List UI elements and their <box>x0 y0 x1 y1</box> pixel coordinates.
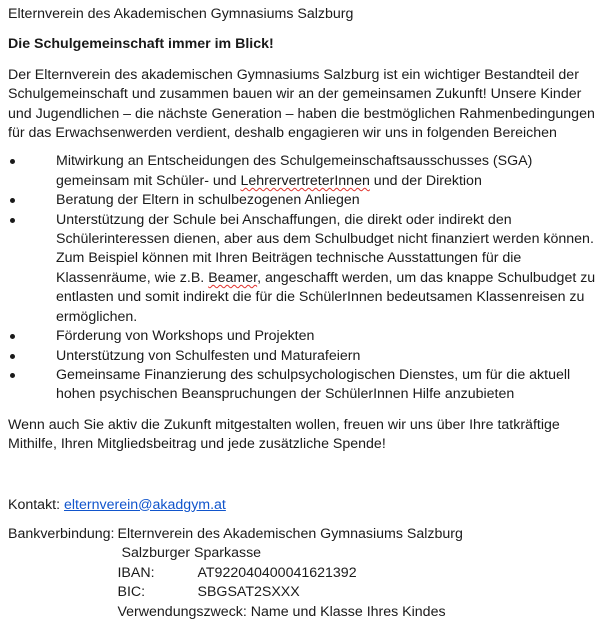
iban-label: IBAN: <box>117 564 155 581</box>
intro-paragraph: Der Elternverein des akademischen Gymnasiums Salzburg ist ein wichtiger Bestandteil der Schulgemeinschaft und zusammen bauen wir an der gemeinsamen Zukunft! Unsere Kinder und Jugendlichen – die nächste Generation – haben die bestmöglichen Rahmenbedingungen für das Erwachsenwerden verdient, deshalb engagieren wir uns in folgenden Bereichen <box>8 66 595 142</box>
spellcheck-word: LehrervertreterInnen <box>240 172 370 189</box>
bank-details-body <box>117 525 462 622</box>
organization-name: Elternverein des Akademischen Gymnasiums Salzburg <box>8 6 354 22</box>
purpose-row <box>117 603 462 622</box>
contact-label: Kontakt: <box>8 496 64 513</box>
engagement-list <box>8 152 608 404</box>
list-item-text: Unterstützung der Schule bei Anschaffungen, die direkt oder indirekt den Schülerinteressen dienen, aber aus dem Schulbudget nicht finanziert werden können. Zum Beispiel können mit Ihren Beiträgen technische Ausstattungen für die Klassenräume, wie z.B. <box>56 211 594 286</box>
bic-row <box>117 583 462 602</box>
bic-label: BIC: <box>117 584 146 601</box>
list-item <box>56 152 608 191</box>
bank-label: Bankverbindung: <box>8 525 115 542</box>
list-item-text: , angeschafft werden, um das knappe Schulbudget zu entlasten und somit indirekt die für die SchülerInnen bedeutsamen Klassenreisen zu ermöglichen. <box>56 269 596 325</box>
account-holder: Elternverein des Akademischen Gymnasiums Salzburg <box>117 525 463 542</box>
iban-value: AT922040400041621392 <box>197 564 357 581</box>
bank-name: Salzburger Sparkasse <box>121 545 262 562</box>
list-item: Gemeinsame Finanzierung des schulpsychologischen Dienstes, um für die aktuell hohen psychischen Beanspruchungen der SchülerInnen Hilfe anzubieten <box>56 366 608 405</box>
purpose-label: Verwendungszweck: <box>117 603 247 620</box>
list-item-text: Mitwirkung an Entscheidungen des Schulgemeinschaftsausschusses (SGA) gemeinsam mit Schüler- und <box>56 153 533 189</box>
headline: Die Schulgemeinschaft immer im Blick! <box>8 36 274 53</box>
list-item-text: und der Direktion <box>369 172 482 189</box>
list-item: Unterstützung von Schulfesten und Maturafeiern <box>56 347 608 366</box>
list-item: Förderung von Workshops und Projekten <box>56 327 608 346</box>
closing-paragraph: Wenn auch Sie aktiv die Zukunft mitgestalten wollen, freuen wir uns über Ihre tatkräftige Mithilfe, Ihren Mitgliedsbeitrag und jede zusätzliche Spende! <box>8 416 560 453</box>
iban-row <box>117 564 462 583</box>
list-item <box>56 211 608 327</box>
list-item: Beratung der Eltern in schulbezogenen Anliegen <box>56 191 608 210</box>
bic-value: SBGSAT2SXXX <box>197 584 300 601</box>
spellcheck-word: Beamer <box>208 269 258 286</box>
contact-line <box>8 496 608 515</box>
bank-details <box>8 525 608 622</box>
email-link[interactable]: elternverein@akadgym.at <box>64 496 226 513</box>
purpose-value: Name und Klasse Ihres Kindes <box>246 603 446 620</box>
